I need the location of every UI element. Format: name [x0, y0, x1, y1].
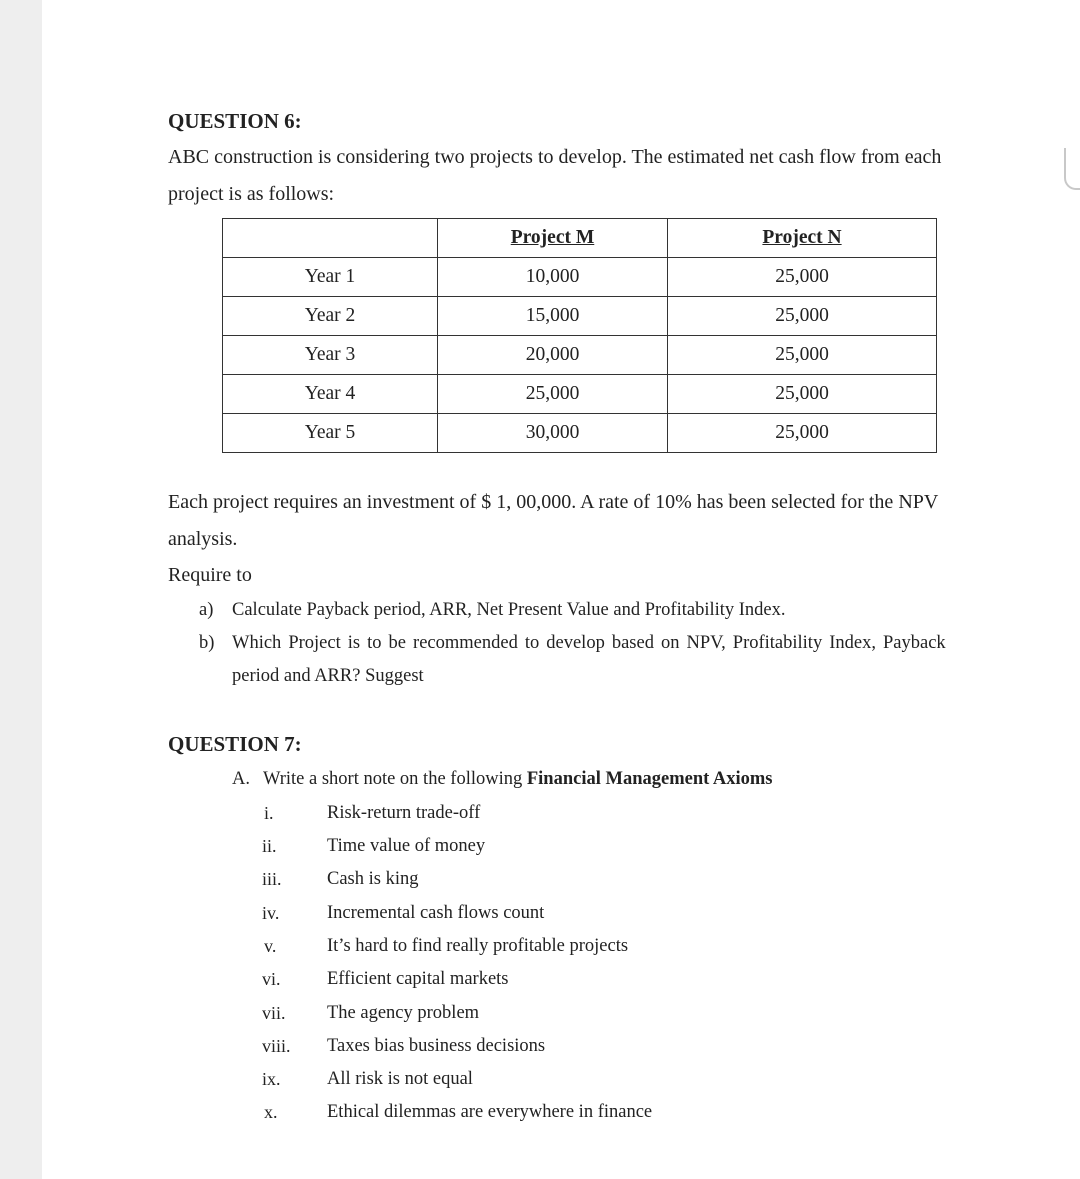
axiom-number: vii.	[262, 1003, 286, 1023]
project-m-value: 25,000	[438, 375, 668, 414]
year-label: Year 4	[223, 375, 438, 414]
table-row	[223, 258, 937, 297]
project-m-value: 10,000	[438, 258, 668, 297]
axiom-text: Efficient capital markets	[327, 969, 509, 989]
part-a-prompt	[263, 769, 773, 790]
project-n-value: 25,000	[668, 258, 937, 297]
year-label: Year 1	[223, 258, 438, 297]
table-header-row	[223, 219, 937, 258]
task-a-marker: a)	[199, 600, 214, 620]
axiom-number: i.	[264, 803, 274, 823]
axiom-number: viii.	[262, 1036, 291, 1056]
year-label: Year 3	[223, 336, 438, 375]
project-n-value: 25,000	[668, 297, 937, 336]
axiom-number: iii.	[262, 869, 282, 889]
axiom-number: iv.	[262, 903, 280, 923]
task-b-text-cont: period and ARR? Suggest	[232, 666, 424, 686]
axiom-number: v.	[264, 936, 277, 956]
prompt-text: Write a short note on the following	[263, 769, 527, 789]
axiom-text: Incremental cash flows count	[327, 903, 545, 923]
year-label: Year 2	[223, 297, 438, 336]
question-6-title: QUESTION 6:	[168, 109, 302, 133]
axiom-text: Cash is king	[327, 869, 419, 889]
project-n-value: 25,000	[668, 336, 937, 375]
axiom-text: Risk-return trade-off	[327, 803, 481, 823]
question-7-title: QUESTION 7:	[168, 732, 302, 756]
project-m-value: 20,000	[438, 336, 668, 375]
axiom-text: Time value of money	[327, 836, 486, 856]
table-row	[223, 297, 937, 336]
axiom-text: The agency problem	[327, 1003, 480, 1023]
axiom-number: x.	[264, 1102, 278, 1122]
table-row	[223, 375, 937, 414]
question-6-intro-line1: ABC construction is considering two projects to develop. The estimated net cash flow from each	[168, 146, 942, 168]
axiom-text: Taxes bias business decisions	[327, 1036, 546, 1056]
require-label: Require to	[168, 564, 252, 586]
project-m-value: 15,000	[438, 297, 668, 336]
table-row	[223, 336, 937, 375]
project-n-value: 25,000	[668, 414, 937, 453]
investment-line2: analysis.	[168, 528, 238, 550]
project-m-value: 30,000	[438, 414, 668, 453]
table-header-project-m: Project M	[438, 219, 668, 258]
axiom-text: Ethical dilemmas are everywhere in finance	[327, 1102, 653, 1122]
task-b-marker: b)	[199, 633, 215, 653]
year-label: Year 5	[223, 414, 438, 453]
project-n-value: 25,000	[668, 375, 937, 414]
table-header-project-n: Project N	[668, 219, 937, 258]
task-b-text: Which Project is to be recommended to develop based on NPV, Profitability Index, Payback	[232, 633, 946, 653]
table-header-cell	[223, 219, 438, 258]
part-a-marker: A.	[232, 769, 250, 789]
axiom-number: ix.	[262, 1069, 281, 1089]
axiom-text: All risk is not equal	[327, 1069, 473, 1089]
axiom-text: It’s hard to find really profitable projects	[327, 936, 629, 956]
question-6-intro-line2: project is as follows:	[168, 183, 335, 205]
investment-line1: Each project requires an investment of $ 1, 00,000. A rate of 10% has been selected for the NPV	[168, 491, 939, 513]
task-a-text: Calculate Payback period, ARR, Net Present Value and Profitability Index.	[232, 600, 786, 620]
axiom-number: ii.	[262, 836, 277, 856]
cash-flow-table	[222, 218, 937, 453]
axiom-number: vi.	[262, 969, 281, 989]
prompt-bold-text: Financial Management Axioms	[526, 769, 773, 789]
table-row	[223, 414, 937, 453]
